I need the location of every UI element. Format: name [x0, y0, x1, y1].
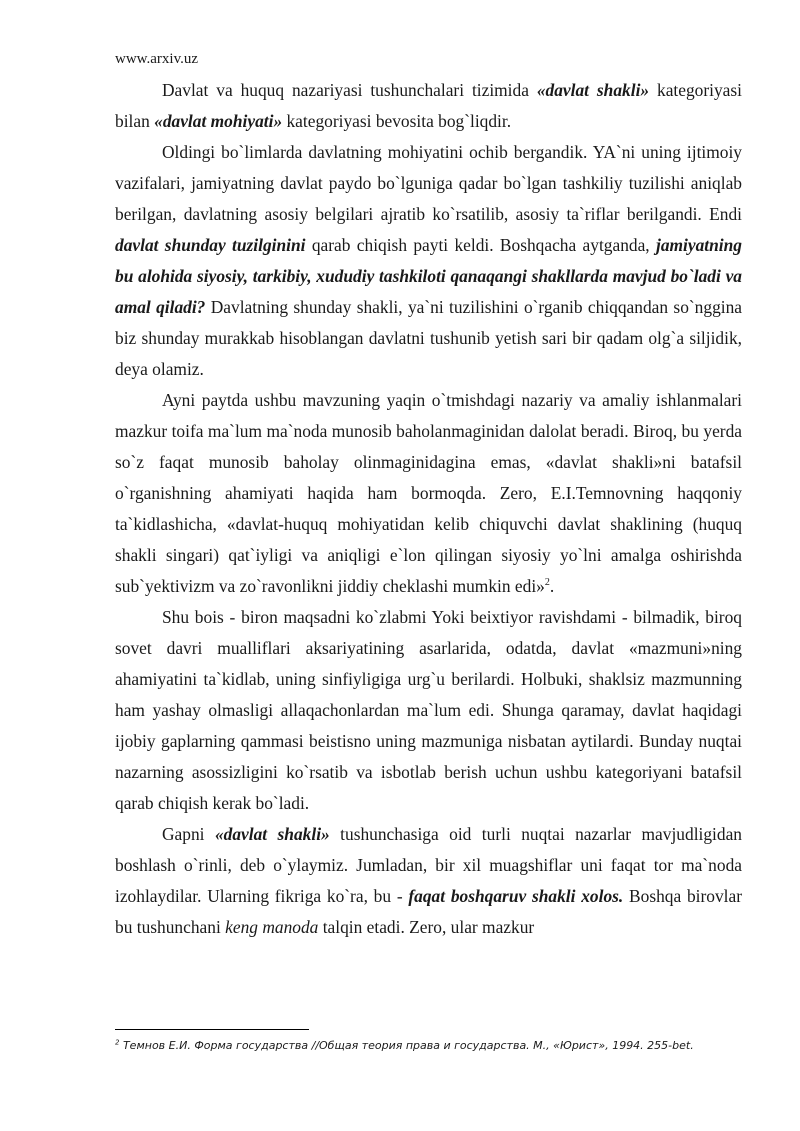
paragraph-5: [115, 819, 742, 943]
emphasis-question: jamiyatning bu alohida siyosiy, tarkibiy, xududiy tashkiloti qanaqangi shakllarda mavjud bo`ladi va amal qiladi?: [115, 235, 742, 317]
footnote-text: Темнов Е.И. Форма государства //Общая теория права и государства. М., «Юрист», 1994. 255-bet.: [119, 1039, 694, 1052]
emphasis-term: faqat boshqaruv shakli xolos.: [408, 886, 624, 906]
text-run: qarab chiqish payti keldi. Boshqacha aytganda,: [305, 235, 656, 255]
emphasis-term: «davlat shakli»: [214, 824, 330, 844]
text-run: Davlatning shunday shakli, ya`ni tuzilishini o`rganib chiqqandan so`nggina biz shunday murakkab hisoblangan davlatni tushunib yetish sari bir qadam olg`a siljidik, deya olamiz.: [115, 297, 743, 379]
footnote-reference[interactable]: 2: [544, 577, 550, 589]
footnote-number: 2: [115, 1038, 120, 1047]
footnote: [115, 1039, 742, 1053]
paragraph-3: [115, 385, 742, 602]
text-run: kategoriyasi bevosita bog`liqdir.: [282, 111, 512, 131]
text-run: Oldingi bo`limlarda davlatning mohiyatini ochib bergandik. YA`ni uning ijtimoiy vazifalari, jamiyatning davlat paydo bo`lguniga qadar bo`lgan tashkiliy tuzilishi aniqlab berilgan, davlatning asosiy belgilari ajratib ko`rsatilib, asosiy ta`riflar berilgandi. Endi: [115, 142, 742, 224]
text-run: Boshqa birovlar bu tushunchani: [115, 886, 742, 937]
paragraph-1: [115, 75, 742, 137]
text-run: Shu bois - biron maqsadni ko`zlabmi Yoki beixtiyor ravishdami - bilmadik, biroq sovet davri mualliflari aksariyatining asarlarida, odatda, davlat «mazmuni»ning ahamiyatini ta`kidlab, uning sinfiyligiga urg`u berilardi. Holbuki, shaklsiz mazmunning ham yashay olmasligi allaqachonlardan ma`lum edi. Shunga qaramay, davlat haqidagi ijobiy gaplarning qammasi beistisno uning mazmuniga nisbatan aytilardi. Bunday nuqtai nazarning asossizligini ko`rsatib va isbotlab berish uchun ushbu kategoriyani batafsil qarab chiqish kerak bo`ladi.: [115, 607, 742, 813]
document-body: [115, 75, 742, 943]
footnote-separator: [115, 1029, 309, 1030]
text-run: tushunchasiga oid turli nuqtai nazarlar mavjudligidan boshlash o`rinli, deb o`ylaymiz. Jumladan, bir xil muagshiflar uni faqat tor ma`noda izohlaydilar. Ularning fikriga ko`ra, bu -: [115, 824, 742, 906]
site-url[interactable]: www.arxiv.uz: [115, 51, 199, 67]
text-run: Ayni paytda ushbu mavzuning yaqin o`tmishdagi nazariy va amaliy ishlanmalari mazkur toifa ma`lum ma`noda munosib baholanmaginidan dalolat beradi. Biroq, bu yerda so`z faqat munosib baholay olinmaginidagina emas, «davlat shakli»ni batafsil o`rganishning ahamiyati haqida ham bormoqda. Zero, E.I.Temnovning haqqoniy ta`kidlashicha, «davlat-huquq mohiyatidan kelib chiquvchi davlat shaklining (huquq shakli singari) qat`iyligi va aniqligi e`lon qilingan siyosiy yo`lni amalga oshirishda sub`yektivizm va zo`ravonlikni jiddiy cheklashi mumkin edi»: [115, 390, 742, 596]
text-run: kategoriyasi bilan: [115, 80, 743, 131]
text-run: Gapni: [162, 824, 215, 844]
paragraph-2: [115, 137, 742, 385]
italic-term: keng manoda: [225, 917, 319, 937]
emphasis-term: davlat shunday tuzilginini: [115, 235, 306, 255]
text-run: .: [549, 576, 555, 596]
text-run: talqin etadi. Zero, ular mazkur: [318, 917, 535, 937]
paragraph-4: [115, 602, 742, 819]
emphasis-term: «davlat shakli»: [536, 80, 650, 100]
text-run: Davlat va huquq nazariyasi tushunchalari tizimida: [162, 80, 537, 100]
emphasis-term: «davlat mohiyati»: [154, 111, 283, 131]
